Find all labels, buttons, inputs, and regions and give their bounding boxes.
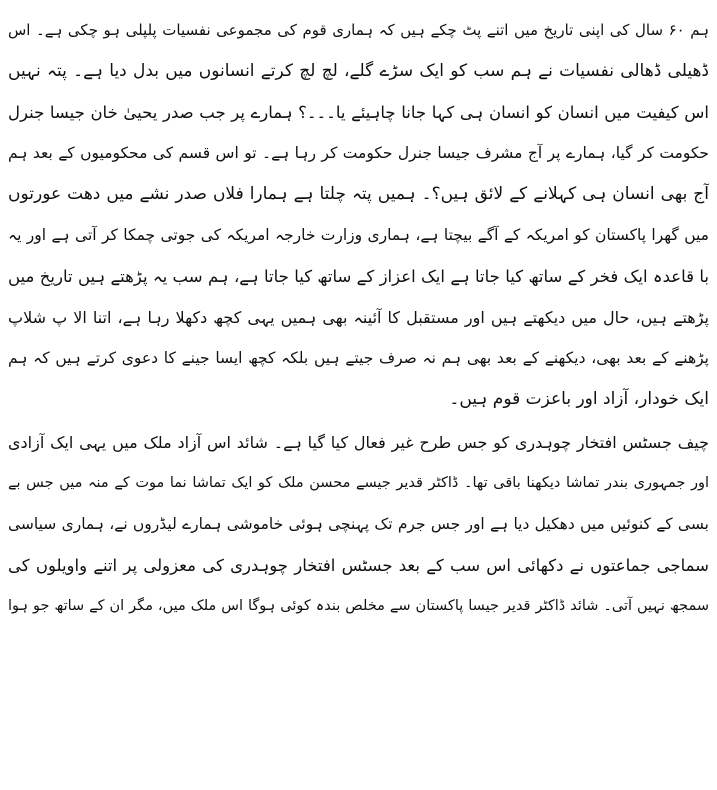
text-line: پڑھنے کے بعد بھی، دیکھنے کے بعد بھی ہم نہ صرف جیتے ہیں بلکہ کچھ ایسا جینے کا دعوی کرتے ہیں کہ ہم (8, 349, 709, 367)
text-line: چیف جسٹس افتخار چوہدری کو جس طرح غیر فعال کیا گیا ہے۔ شائد اس آزاد ملک میں یہی ایک آزادی (8, 433, 709, 452)
text-line: حکومت کر گیا، ہمارے پر آج مشرف جیسا جنرل حکومت کر رہا ہے۔ تو اس قسم کی محکومیوں کے بعد ہم (8, 144, 709, 162)
text-line: ڈھیلی ڈھالی نفسیات نے ہم سب کو ایک سڑے گلے، لچ لچ کرتے انسانوں میں بدل دیا ہے۔ پتہ نہیں (8, 61, 709, 81)
paragraph-1 (8, 10, 709, 420)
text-line: اس کیفیت میں انسان کو انسان ہی کہا جانا چاہیئے یا۔۔۔؟ ہمارے پر جب صدر یحییٰ خان جیسا جنرل (8, 103, 709, 122)
text-line: سماجی جماعتوں نے دکھائی اس سب کے بعد جسٹس افتخار چوہدری کی معزولی پر اتنے واویلوں کی (8, 556, 709, 575)
text-line: با قاعدہ ایک فخر کے ساتھ کیا جاتا ہے ایک اعزاز کے ساتھ کیا جاتا ہے، ہم سب یہ پڑھتے ہیں تاریخ میں (8, 267, 709, 286)
text-line: پڑھتے ہیں، حال میں دیکھتے ہیں اور مستقبل کا آئینہ بھی ہمیں یہی کچھ دکھلا رہا ہے، اتنا الا پ شلاپ (8, 308, 709, 327)
text-line: میں گھرا پاکستان کو امریکہ کے آگے بیچتا ہے، ہماری وزارت خارجہ امریکہ کی جوتی چمکا کر آتی ہے اور یہ (8, 226, 709, 244)
text-line: اور جمہوری بندر تماشا دیکھنا باقی تھا۔ ڈاکٹر قدیر جیسے محسن ملک کو ایک تماشا نما موت کے منہ میں جس بے (8, 475, 709, 491)
paragraph-2 (8, 422, 709, 627)
text-line: ایک خودار، آزاد اور باعزت قوم ہیں۔ (449, 389, 709, 409)
text-line: ہم ۶۰ سال کی اپنی تاریخ میں اتنے پٹ چکے ہیں کہ ہماری قوم کی مجموعی نفسیات پلپلی ہو چکی ہے۔ اس (8, 21, 709, 39)
text-line: آج بھی انسان ہی کہلانے کے لائق ہیں؟۔ ہمیں پتہ چلتا ہے ہمارا فلاں صدر نشے میں دھت عورتوں (8, 184, 709, 204)
text-line: بسی کے کنوئیں میں دھکیل دیا ہے اور جس جرم تک پہنچی ہوئی خاموشی ہمارے لیڈروں نے، ہماری سیاسی (8, 515, 709, 533)
text-line: سمجھ نہیں آتی۔ شائد ڈاکٹر قدیر جیسا پاکستان سے مخلص بندہ کوئی ہوگا اس ملک میں، مگر ان کے ساتھ جو ہوا (8, 598, 709, 614)
